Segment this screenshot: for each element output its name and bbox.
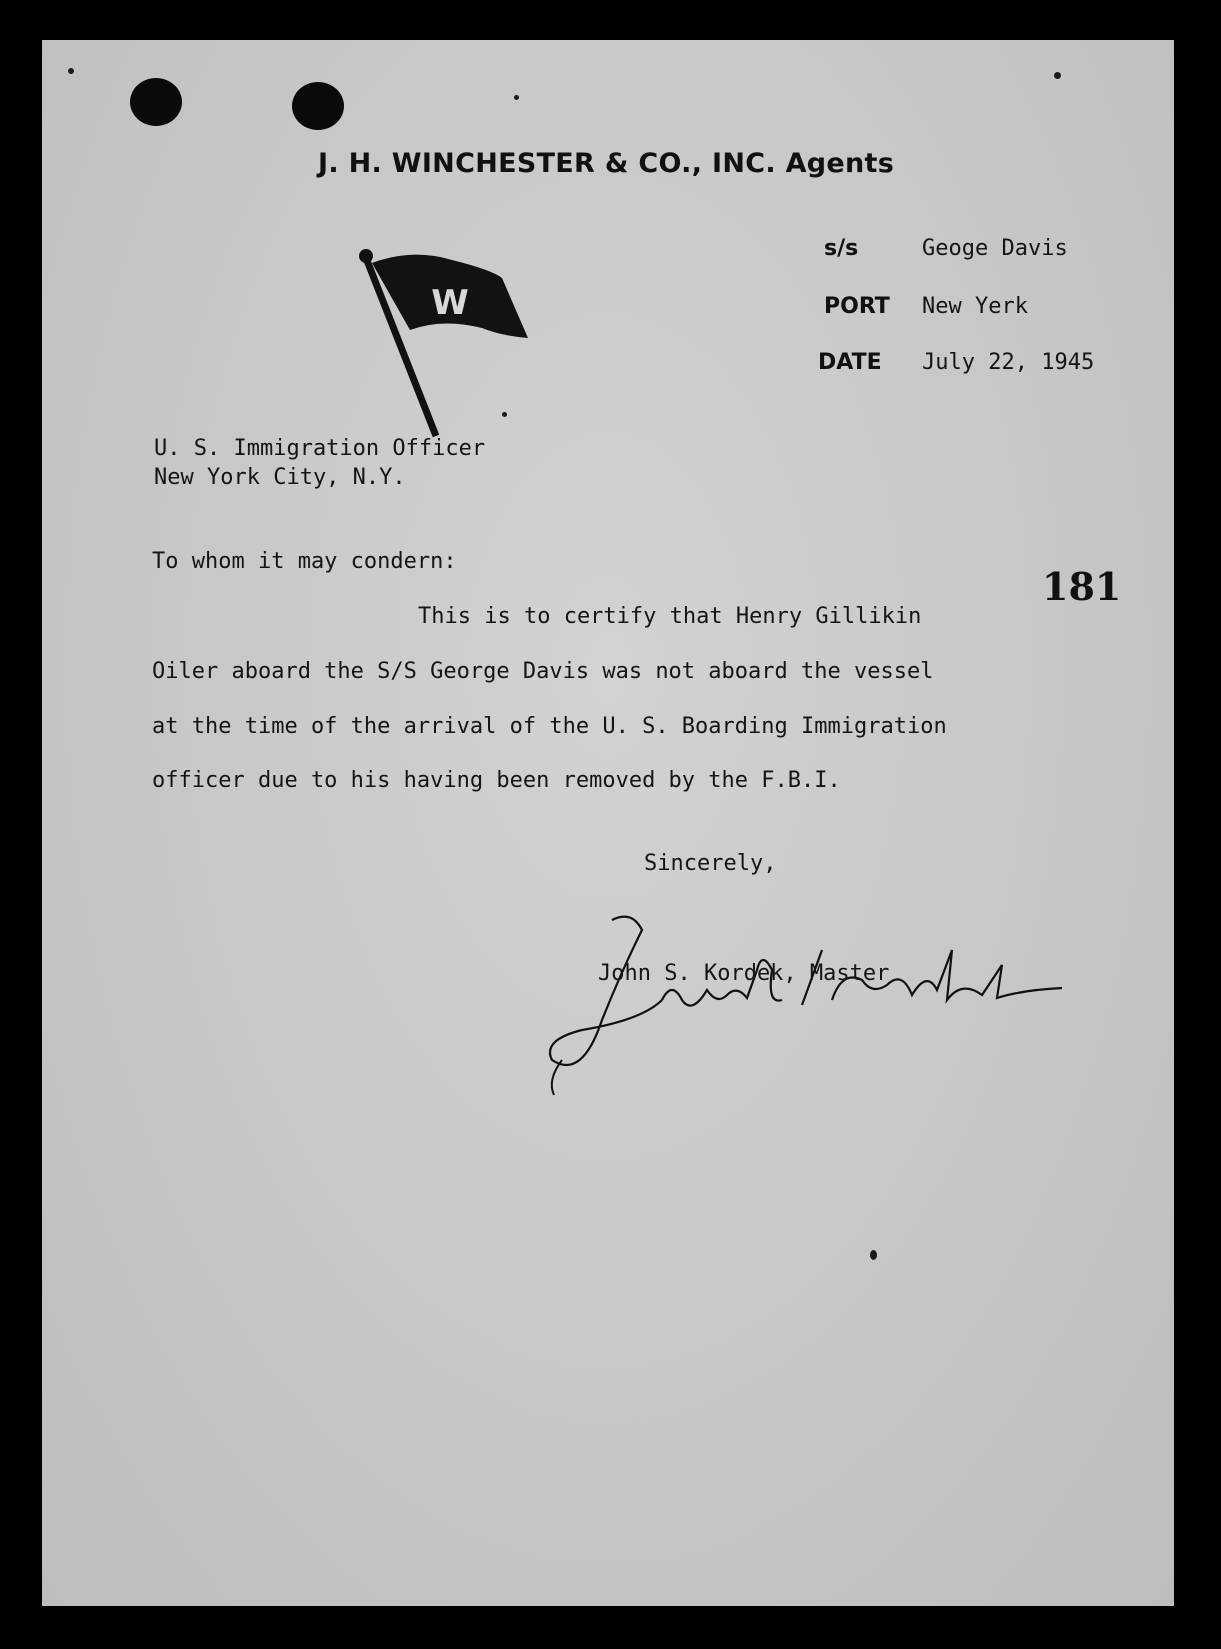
port-row: [824, 294, 1028, 319]
vessel-label: s/s: [824, 236, 859, 261]
port-label: PORT: [824, 294, 890, 319]
letter-page: [42, 40, 1174, 1606]
punch-hole-right: [292, 82, 344, 130]
salutation: To whom it may condern:: [152, 549, 457, 574]
punch-hole-left: [130, 78, 182, 126]
body-line-4: officer due to his having been removed by the F.B.I.: [152, 768, 841, 793]
ink-speck: [68, 68, 74, 74]
body-line-3: at the time of the arrival of the U. S. Boarding Immigration: [152, 714, 947, 739]
ink-speck: [870, 1250, 877, 1260]
company-flag-logo: [332, 218, 532, 448]
body-line-1: This is to certify that Henry Gillikin: [418, 604, 922, 629]
typed-signature: John S. Kordek, Master: [598, 961, 890, 986]
vessel-value: Geoge Davis: [922, 236, 1068, 261]
handwritten-signature: [542, 910, 1102, 1130]
recipient-line-1: U. S. Immigration Officer: [154, 436, 486, 461]
company-letterhead: J. H. WINCHESTER & CO., INC. Agents: [318, 148, 895, 179]
document-number: 181: [1042, 564, 1122, 609]
closing: Sincerely,: [644, 851, 777, 876]
date-row: [818, 350, 1094, 375]
ink-speck: [514, 95, 519, 100]
flag-letter: W: [431, 283, 469, 323]
body-line-2: Oiler aboard the S/S George Davis was not aboard the vessel: [152, 659, 934, 684]
vessel-row: [824, 236, 1068, 261]
recipient-line-2: New York City, N.Y.: [154, 465, 406, 490]
ink-speck: [1054, 72, 1061, 79]
port-value: New Yerk: [922, 294, 1028, 319]
date-label: DATE: [818, 350, 882, 375]
date-value: July 22, 1945: [922, 350, 1095, 375]
